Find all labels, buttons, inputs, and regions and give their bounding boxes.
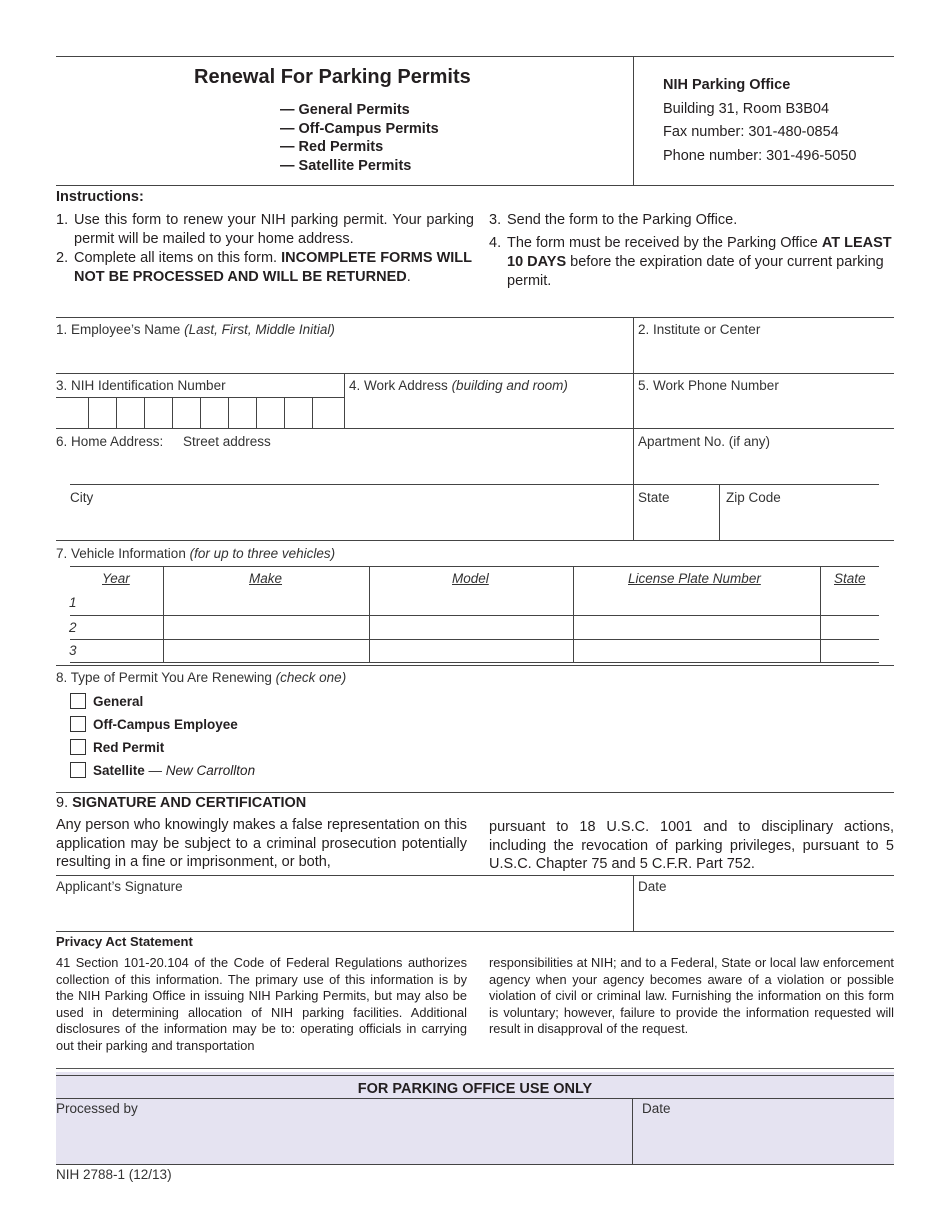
permit-type-label: 8. Type of Permit You Are Renewing (check one) — [56, 670, 347, 685]
apartment-field[interactable]: Apartment No. (if any) — [638, 434, 771, 449]
signature-date-field[interactable]: Date — [638, 879, 667, 894]
header-top-rule — [56, 56, 894, 57]
signature-heading: 9. SIGNATURE AND CERTIFICATION — [56, 795, 307, 811]
general-checkbox[interactable] — [70, 693, 86, 709]
nih-id-label: 3. NIH Identification Number — [56, 378, 226, 393]
home-address-label: 6. Home Address: — [56, 434, 164, 449]
work-phone-field[interactable]: 5. Work Phone Number — [638, 378, 779, 393]
office-name: NIH Parking Office — [663, 77, 791, 93]
vehicle-col-state: State — [834, 571, 866, 586]
vehicle-col-plate: License Plate Number — [628, 571, 761, 586]
processed-by-field[interactable]: Processed by — [56, 1101, 138, 1116]
red-permit-option-label: Red Permit — [93, 740, 165, 755]
nih-id-boxes[interactable] — [56, 397, 344, 428]
rule — [70, 662, 879, 663]
certification-text-right: pursuant to 18 U.S.C. 1001 and to disciplinary actions, including the revocation of parking privileges, pursuant to 5 U.S.C. Chapter 75 and 5 C.F.R. Part 752. — [489, 819, 894, 872]
institute-field[interactable]: 2. Institute or Center — [638, 322, 761, 337]
rule — [56, 665, 894, 666]
nih-id-digit-box[interactable] — [313, 398, 344, 428]
column-divider — [344, 373, 345, 428]
rule — [70, 484, 879, 485]
nih-id-digit-box[interactable] — [56, 398, 89, 428]
certification-text-left: Any person who knowingly makes a false representation on this application may be subject to a criminal prosecution potentially resulting in a fine or imprisonment, or both, — [56, 817, 467, 870]
off-campus-option-label: Off-Campus Employee — [93, 717, 238, 732]
nih-id-digit-box[interactable] — [145, 398, 173, 428]
office-contact — [663, 74, 856, 168]
office-phone: Phone number: 301-496-5050 — [663, 147, 857, 164]
work-address-field[interactable]: 4. Work Address (building and room) — [349, 378, 568, 393]
rule — [56, 931, 894, 932]
privacy-text-left: 41 Section 101-20.104 of the Code of Federal Regulations authorizes collection of this information. The primary use of this information is by the NIH Parking Office in issuing NIH Parking Permits, but may also be used in determining allocation of NIH parking facilities. Additional disclosures of the information may be to: operating officials in carrying out their parking and transportation — [56, 955, 467, 1053]
rule — [56, 373, 894, 374]
form-number: NIH 2788-1 (12/13) — [56, 1167, 172, 1182]
instruction-item: 2. Complete all items on this form. INCOMPLETE FORMS WILL NOT BE PROCESSED AND WILL BE RETURNED. — [56, 250, 472, 285]
header-divider — [633, 56, 634, 186]
nih-id-digit-box[interactable] — [173, 398, 201, 428]
rule — [70, 566, 879, 567]
rule — [70, 639, 879, 640]
applicant-signature-field[interactable]: Applicant’s Signature — [56, 879, 183, 894]
zip-field[interactable]: Zip Code — [726, 490, 781, 505]
rule — [56, 792, 894, 793]
rule — [56, 1098, 894, 1099]
off-campus-checkbox[interactable] — [70, 716, 86, 732]
rule — [56, 428, 894, 429]
nih-id-digit-box[interactable] — [89, 398, 117, 428]
rule — [56, 540, 894, 541]
privacy-heading: Privacy Act Statement — [56, 934, 193, 949]
column-divider — [633, 317, 634, 541]
privacy-text-right: responsibilities at NIH; and to a Federal, State or local law enforcement agency when your agency becomes aware of a violation or possible violation of civil or criminal law. Furnishing the information on this form is voluntary; however, failure to provide the information requested will result in disapproval of the request. — [489, 955, 894, 1037]
satellite-option-label: Satellite — New Carrollton — [93, 763, 256, 778]
permit-type-list — [280, 101, 439, 175]
rule — [56, 875, 894, 876]
vehicle-row-number: 2 — [69, 620, 77, 635]
rule — [70, 615, 879, 616]
vehicle-col-model: Model — [452, 571, 489, 586]
form-title: Renewal For Parking Permits — [194, 66, 471, 88]
nih-id-digit-box[interactable] — [257, 398, 285, 428]
rule — [56, 1164, 894, 1165]
permit-type-item: — Off-Campus Permits — [280, 120, 439, 137]
instructions-heading: Instructions: — [56, 189, 144, 205]
nih-id-digit-box[interactable] — [201, 398, 229, 428]
vehicle-row-number: 3 — [69, 643, 77, 658]
office-date-field[interactable]: Date — [642, 1101, 671, 1116]
column-divider — [719, 484, 720, 541]
state-field[interactable]: State — [638, 490, 670, 505]
rule — [56, 1075, 894, 1076]
permit-type-item: — Red Permits — [280, 139, 384, 155]
nih-id-digit-box[interactable] — [285, 398, 313, 428]
header-bottom-rule — [56, 185, 894, 186]
street-address-field[interactable]: Street address — [183, 434, 271, 449]
red-permit-checkbox[interactable] — [70, 739, 86, 755]
column-divider — [633, 875, 634, 932]
vehicle-col-make: Make — [249, 571, 283, 586]
rule — [56, 317, 894, 318]
office-use-top-rule — [56, 1068, 894, 1069]
vehicle-col-year: Year — [102, 571, 130, 586]
office-use-heading: FOR PARKING OFFICE USE ONLY — [357, 1081, 593, 1097]
general-option-label: General — [93, 694, 144, 709]
city-field[interactable]: City — [70, 490, 94, 505]
office-fax: Fax number: 301-480-0854 — [663, 124, 839, 140]
nih-id-digit-box[interactable] — [229, 398, 257, 428]
instruction-item: 4. The form must be received by the Parking Office AT LEAST 10 DAYS before the expiration date of your current parking permit. — [489, 235, 892, 289]
instructions-right — [489, 211, 894, 291]
nih-id-digit-box[interactable] — [117, 398, 145, 428]
instruction-item: 1. Use this form to renew your NIH parking permit. Your parking permit will be mailed to your home address. — [56, 212, 474, 247]
vehicle-row-number: 1 — [69, 595, 77, 610]
instruction-item: 3. Send the form to the Parking Office. — [489, 212, 738, 228]
permit-type-item: — Satellite Permits — [280, 157, 412, 174]
permit-type-item: — General Permits — [280, 102, 410, 118]
satellite-checkbox[interactable] — [70, 762, 86, 778]
employee-name-field[interactable]: 1. Employee’s Name (Last, First, Middle Initial) — [56, 322, 335, 337]
instructions-left — [56, 211, 474, 287]
office-building: Building 31, Room B3B04 — [663, 100, 830, 117]
column-divider — [632, 1098, 633, 1165]
vehicle-info-label: 7. Vehicle Information (for up to three vehicles) — [56, 546, 336, 561]
